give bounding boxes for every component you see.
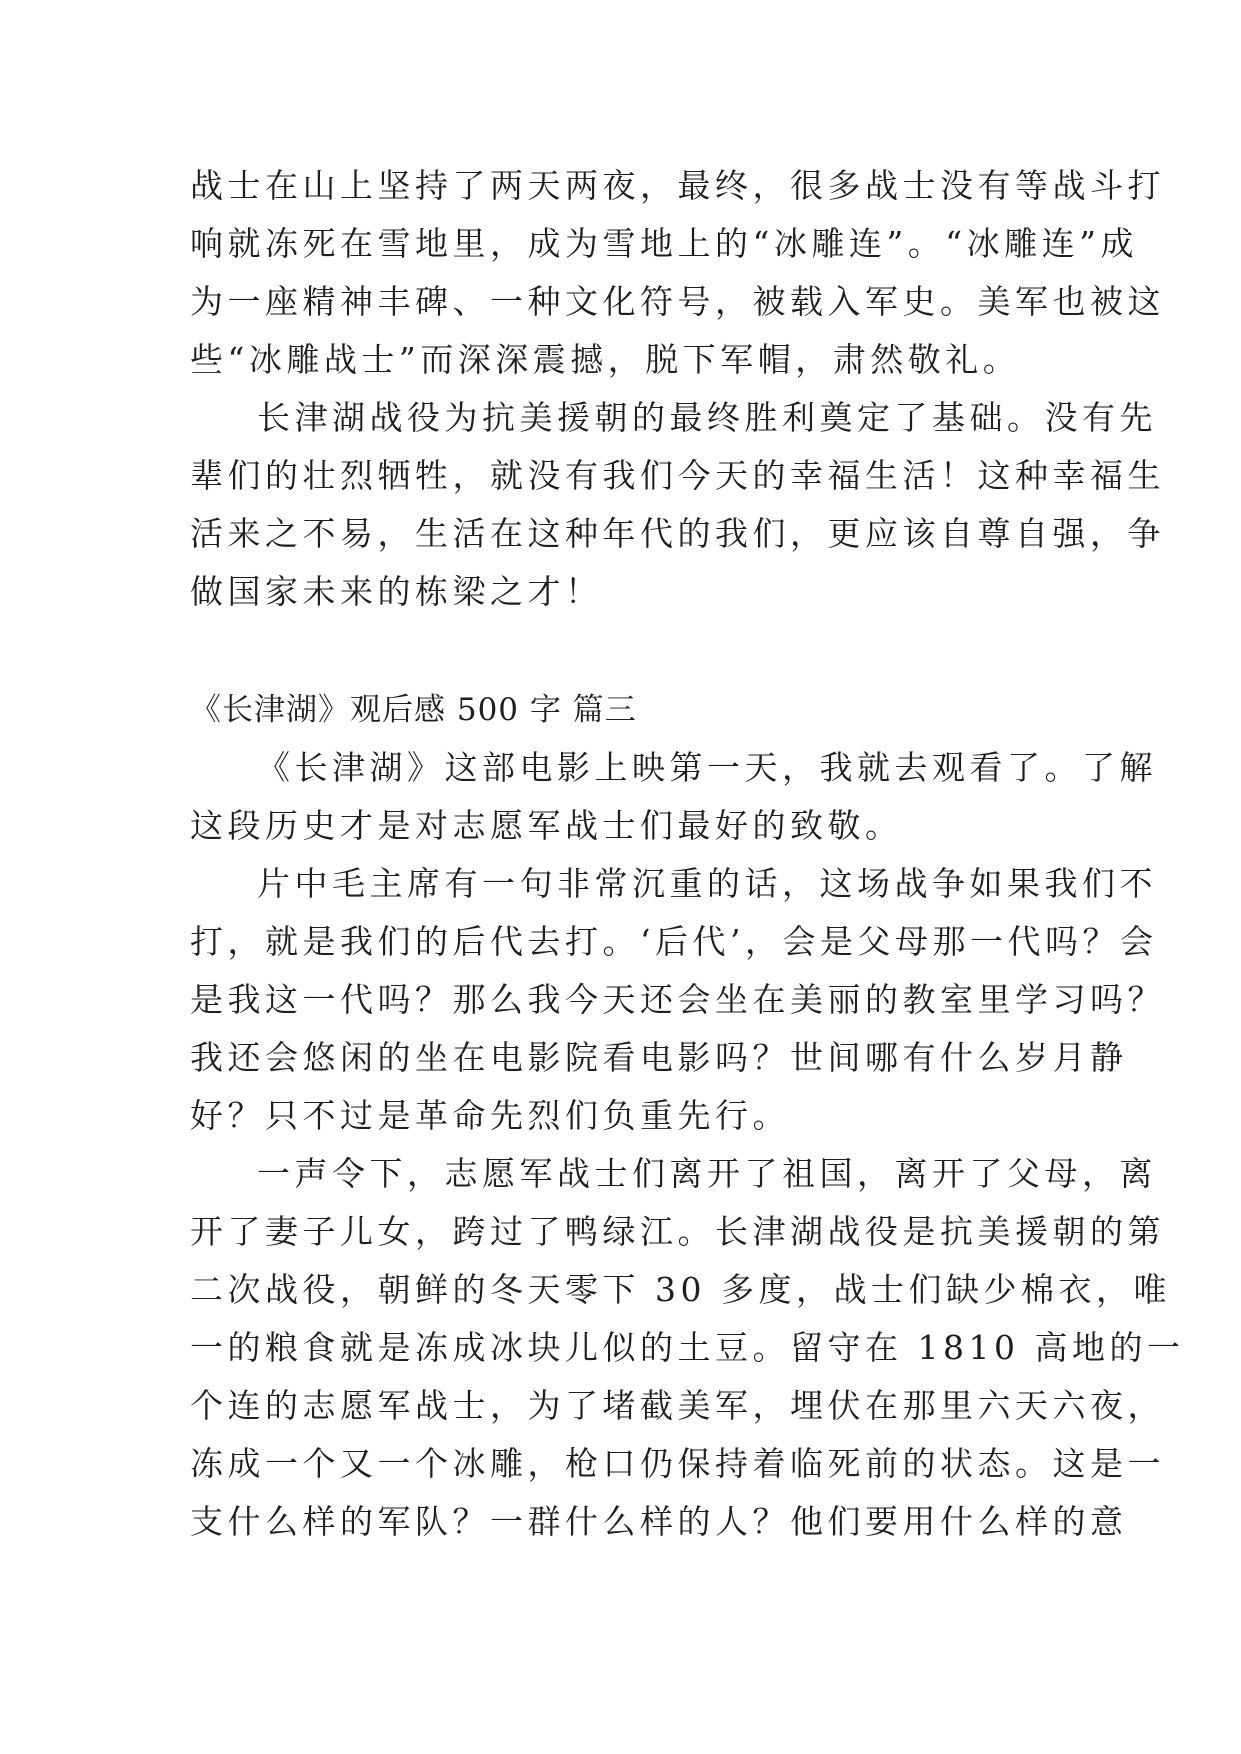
text-line: 辈们的壮烈牺牲，就没有我们今天的幸福生活！这种幸福生: [190, 456, 1165, 495]
text-line: 打，就是我们的后代去打。‘后代’，会是父母那一代吗？会: [190, 922, 1158, 961]
text-line: 响就冻死在雪地里，成为雪地上的“冰雕连”。“冰雕连”成: [190, 224, 1138, 263]
text-line: 个连的志愿军战士，为了堵截美军，埋伏在那里六天六夜，: [190, 1386, 1165, 1425]
text-line: 《长津湖》这部电影上映第一天，我就去观看了。了解: [257, 748, 1157, 787]
text-line: 二次战役，朝鲜的冬天零下 30 多度，战士们缺少棉衣，唯: [190, 1270, 1171, 1309]
text-line: 我还会悠闲的坐在电影院看电影吗？世间哪有什么岁月静: [190, 1038, 1128, 1077]
text-line: 做国家未来的栋梁之才！: [190, 572, 603, 611]
text-line: 战士在山上坚持了两天两夜，最终，很多战士没有等战斗打: [190, 166, 1165, 205]
text-line: 长津湖战役为抗美援朝的最终胜利奠定了基础。没有先: [257, 398, 1157, 437]
text-line: 冻成一个又一个冰雕，枪口仍保持着临死前的状态。这是一: [190, 1444, 1165, 1483]
paragraph-block-section-three: [190, 739, 1185, 1551]
text-line: 这段历史才是对志愿军战士们最好的致敬。: [190, 806, 903, 845]
text-line: 支什么样的军队？一群什么样的人？他们要用什么样的意: [190, 1502, 1128, 1541]
text-line: 开了妻子儿女，跨过了鸭绿江。长津湖战役是抗美援朝的第: [190, 1212, 1165, 1251]
text-line: 活来之不易，生活在这种年代的我们，更应该自尊自强，争: [190, 514, 1165, 553]
text-line: 一声令下，志愿军战士们离开了祖国，离开了父母，离: [257, 1154, 1157, 1193]
paragraph-block-previous: [190, 157, 1165, 621]
text-line: 是我这一代吗？那么我今天还会坐在美丽的教室里学习吗？: [190, 980, 1165, 1019]
text-line: 些“冰雕战士”而深深震撼，脱下军帽，肃然敬礼。: [190, 340, 1021, 379]
section-heading: 《长津湖》观后感 500 字 篇三: [190, 692, 637, 728]
text-line: 一的粮食就是冻成冰块儿似的土豆。留守在 1810 高地的一: [190, 1328, 1185, 1367]
text-line: 为一座精神丰碑、一种文化符号，被载入军史。美军也被这: [190, 282, 1165, 321]
text-line: 好？只不过是革命先烈们负重先行。: [190, 1096, 790, 1135]
text-line: 片中毛主席有一句非常沉重的话，这场战争如果我们不: [257, 864, 1157, 903]
